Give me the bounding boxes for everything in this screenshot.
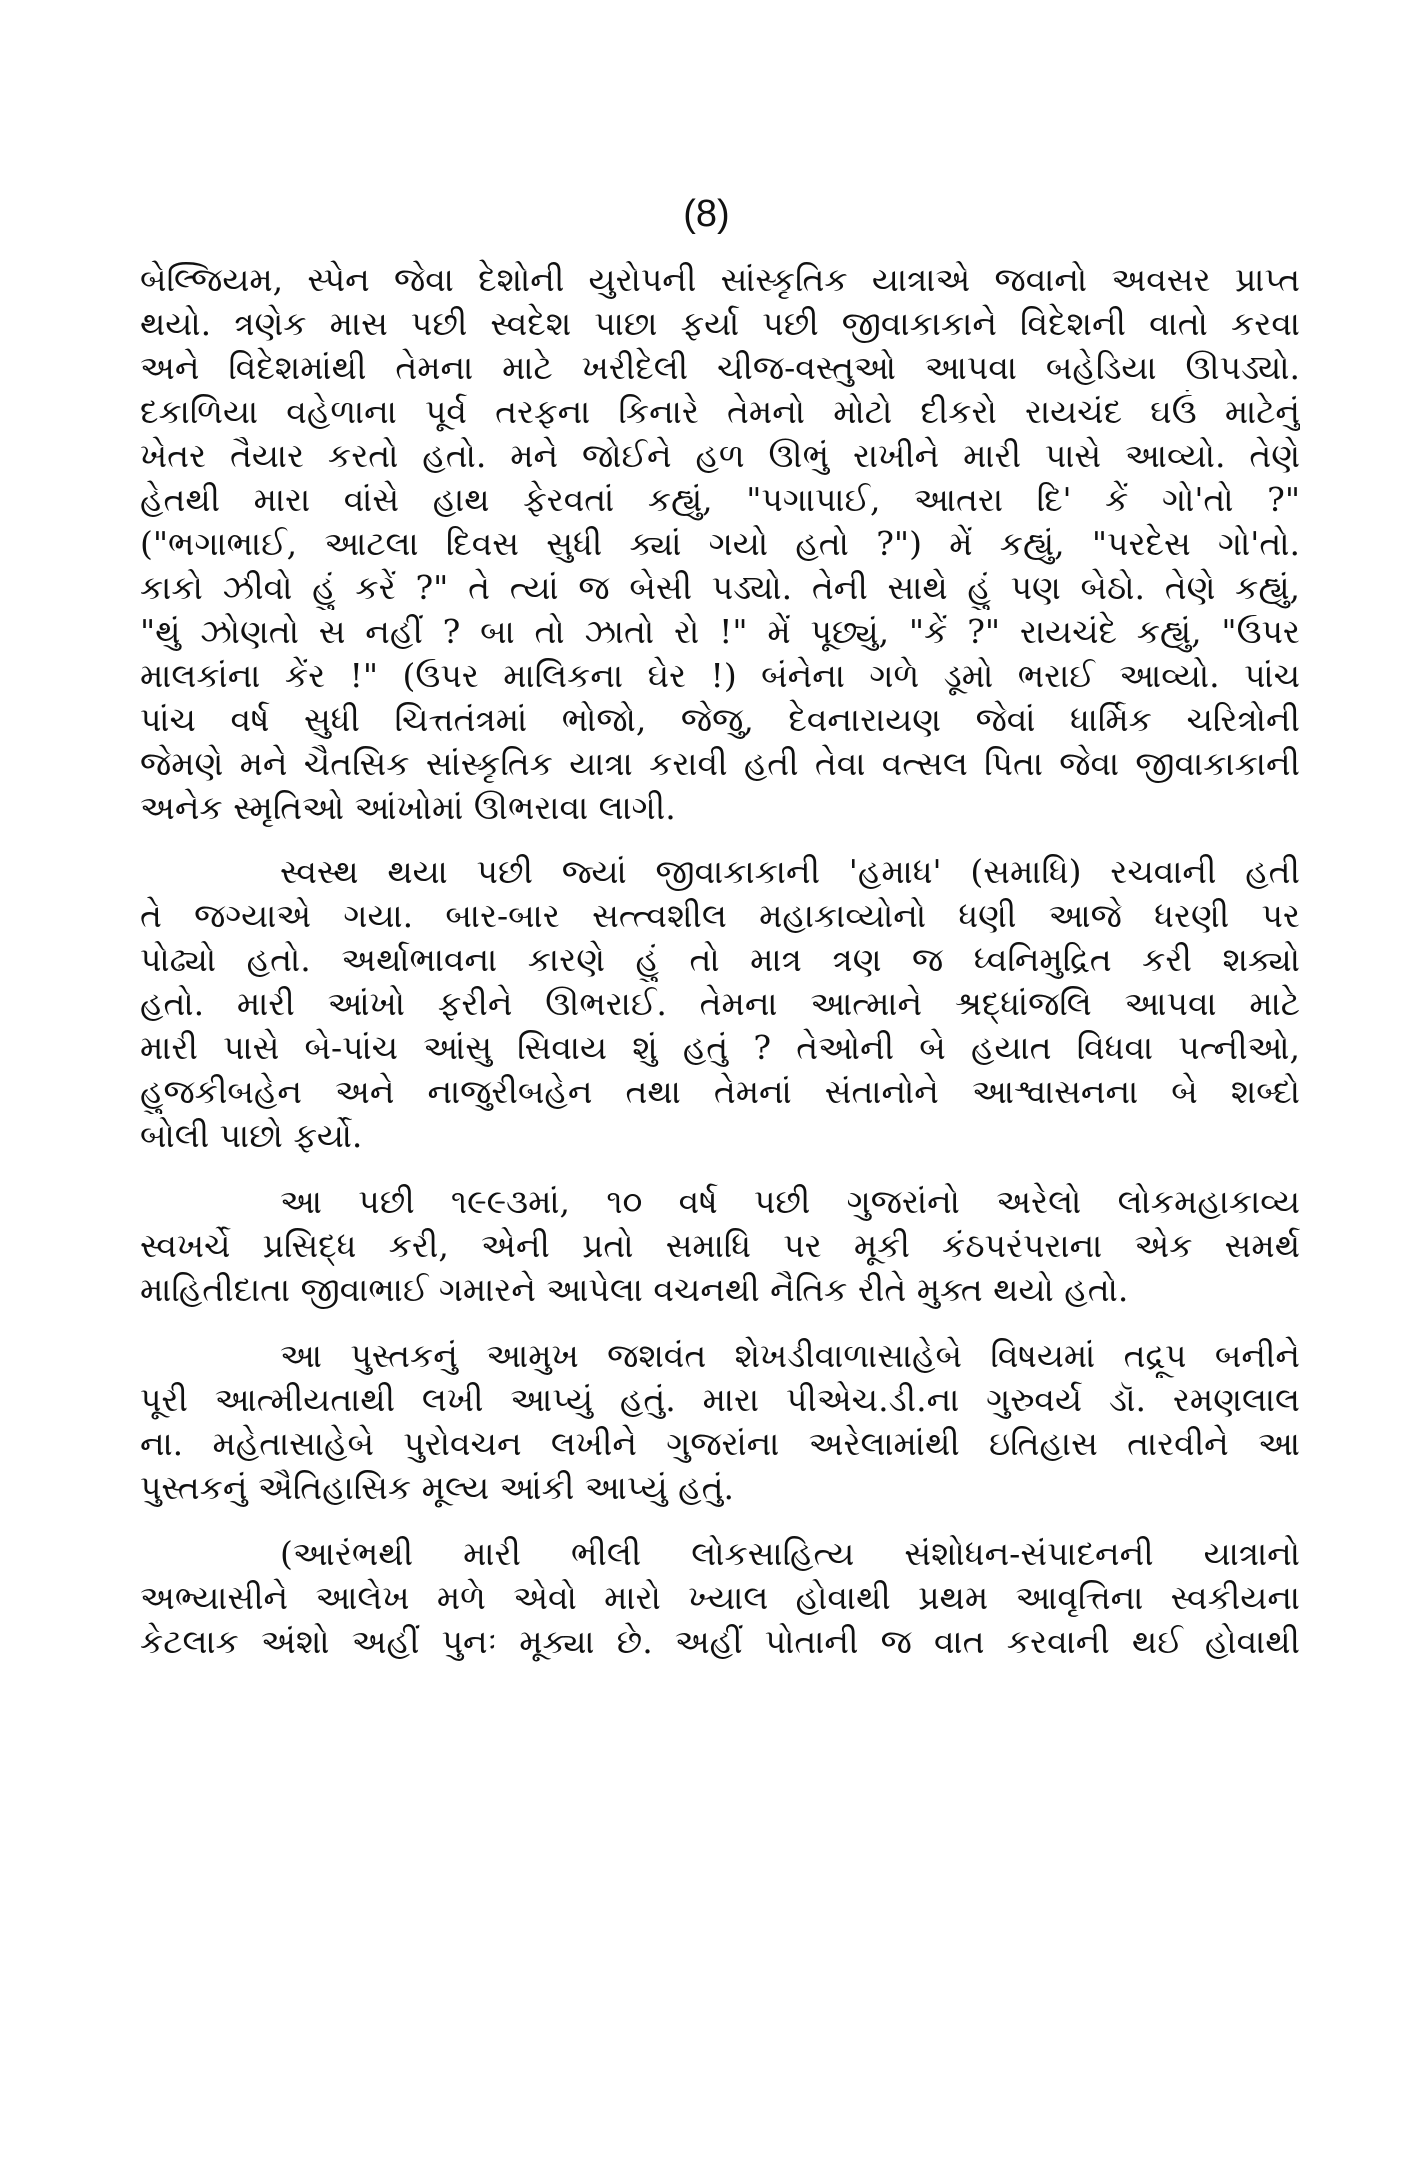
page-number: (8): [683, 193, 730, 235]
text-line: ("ભગાભાઈ, આટલા દિવસ સુધી ક્યાં ગયો હતો ?") મેં કહ્યું, "પરદેસ ગો'તો.: [140, 524, 1300, 563]
text-line: અભ્યાસીને આલેખ મળે એવો મારો ખ્યાલ હોવાથી પ્રથમ આવૃત્તિના સ્વકીયના: [140, 1578, 1300, 1617]
text-line: પુસ્તકનું ઐતિહાસિક મૂલ્ય આંકી આપ્યું હતું.: [140, 1468, 734, 1507]
text-line: અને વિદેશમાંથી તેમના માટે ખરીદેલી ચીજ-વસ્તુઓ આપવા બહેડિયા ઊપડ્યો.: [140, 348, 1300, 387]
text-line: (આરંભથી મારી ભીલી લોકસાહિત્ય સંશોધન-સંપાદનની યાત્રાનો: [280, 1534, 1300, 1573]
page-body: [140, 258, 1300, 1664]
text-line: "થું ઝોણતો સ નહીં ? બા તો ઝાતો રો !" મેં પૂછ્યું, "કેં ?" રાયચંદે કહ્યું, "ઉપર: [140, 612, 1300, 651]
text-line: હેતથી મારા વાંસે હાથ ફેરવતાં કહ્યું, "પગાપાઈ, આતરા દિ' કેં ગો'તો ?": [140, 480, 1300, 519]
text-line: આ પછી ૧૯૯૩માં, ૧૦ વર્ષ પછી ગુજરાંનો અરેલો લોકમહાકાવ્ય: [280, 1182, 1300, 1221]
text-line: ખેતર તૈયાર કરતો હતો. મને જોઈને હળ ઊભું રાખીને મારી પાસે આવ્યો. તેણે: [140, 436, 1300, 475]
text-line: જેમણે મને ચૈતસિક સાંસ્કૃતિક યાત્રા કરાવી હતી તેવા વત્સલ પિતા જેવા જીવાકાકાની: [140, 744, 1300, 783]
text-line: દકાળિયા વહેળાના પૂર્વ તરફના કિનારે તેમનો મોટો દીકરો રાયચંદ ઘઉં માટેનું: [140, 392, 1300, 431]
text-line: કેટલાક અંશો અહીં પુનઃ મૂક્યા છે. અહીં પોતાની જ વાત કરવાની થઈ હોવાથી: [140, 1622, 1300, 1661]
paragraph-4: [140, 1334, 1300, 1510]
text-line: મારી પાસે બે-પાંચ આંસુ સિવાય શું હતું ? તેઓની બે હયાત વિધવા પત્નીઓ,: [140, 1028, 1300, 1067]
text-line: કાકો ઝીવો હું કરેં ?" તે ત્યાં જ બેસી પડ્યો. તેની સાથે હું પણ બેઠો. તેણે કહ્યું,: [140, 568, 1300, 607]
text-line: પૂરી આત્મીયતાથી લખી આપ્યું હતું. મારા પીએચ.ડી.ના ગુરુવર્ય ડૉ. રમણલાલ: [140, 1380, 1300, 1419]
text-line: તે જગ્યાએ ગયા. બાર-બાર સત્ત્વશીલ મહાકાવ્યોનો ધણી આજે ધરણી પર: [140, 896, 1300, 935]
text-line: થયો. ત્રણેક માસ પછી સ્વદેશ પાછા ફર્યા પછી જીવાકાકાને વિદેશની વાતો કરવા: [140, 304, 1300, 343]
text-line: હુજકીબહેન અને નાજુરીબહેન તથા તેમનાં સંતાનોને આશ્વાસનના બે શબ્દો: [140, 1072, 1300, 1111]
text-line: હતો. મારી આંખો ફરીને ઊભરાઈ. તેમના આત્માને શ્રદ્ધાંજલિ આપવા માટે: [140, 984, 1300, 1023]
paragraph-2: [140, 850, 1300, 1158]
paragraph-3: [140, 1180, 1300, 1312]
text-line: માલકાંના કેંર !" (ઉપર માલિકના ઘેર !) બંનેના ગળે ડૂમો ભરાઈ આવ્યો. પાંચ: [140, 656, 1300, 695]
text-line: સ્વખર્ચે પ્રસિદ્ધ કરી, એની પ્રતો સમાધિ પર મૂકી કંઠપરંપરાના એક સમર્થ: [140, 1226, 1300, 1265]
text-line: સ્વસ્થ થયા પછી જ્યાં જીવાકાકાની 'હમાધ' (સમાધિ) રચવાની હતી: [280, 852, 1300, 891]
text-line: બેલ્જિયમ, સ્પેન જેવા દેશોની યુરોપની સાંસ્કૃતિક યાત્રાએ જવાનો અવસર પ્રાપ્ત: [140, 260, 1300, 299]
text-line: પોઢ્યો હતો. અર્થાભાવના કારણે હું તો માત્ર ત્રણ જ ધ્વનિમુદ્રિત કરી શક્યો: [140, 940, 1300, 979]
text-line: ના. મહેતાસાહેબે પુરોવચન લખીને ગુજરાંના અરેલામાંથી ઇતિહાસ તારવીને આ: [140, 1424, 1300, 1463]
paragraph-5: [140, 1532, 1300, 1664]
text-line: આ પુસ્તકનું આમુખ જશવંત શેખડીવાળાસાહેબે વિષયમાં તદ્રૂપ બનીને: [280, 1336, 1300, 1375]
paragraph-1: [140, 258, 1300, 830]
text-line: પાંચ વર્ષ સુધી ચિત્તતંત્રમાં ભોજો, જેજુ, દેવનારાયણ જેવાં ધાર્મિક ચરિત્રોની: [140, 700, 1300, 739]
text-line: અનેક સ્મૃતિઓ આંખોમાં ઊભરાવા લાગી.: [140, 788, 676, 827]
text-line: બોલી પાછો ફર્યો.: [140, 1116, 363, 1155]
text-line: માહિતીદાતા જીવાભાઈ ગમારને આપેલા વચનથી નૈતિક રીતે મુક્ત થયો હતો.: [140, 1270, 1129, 1309]
